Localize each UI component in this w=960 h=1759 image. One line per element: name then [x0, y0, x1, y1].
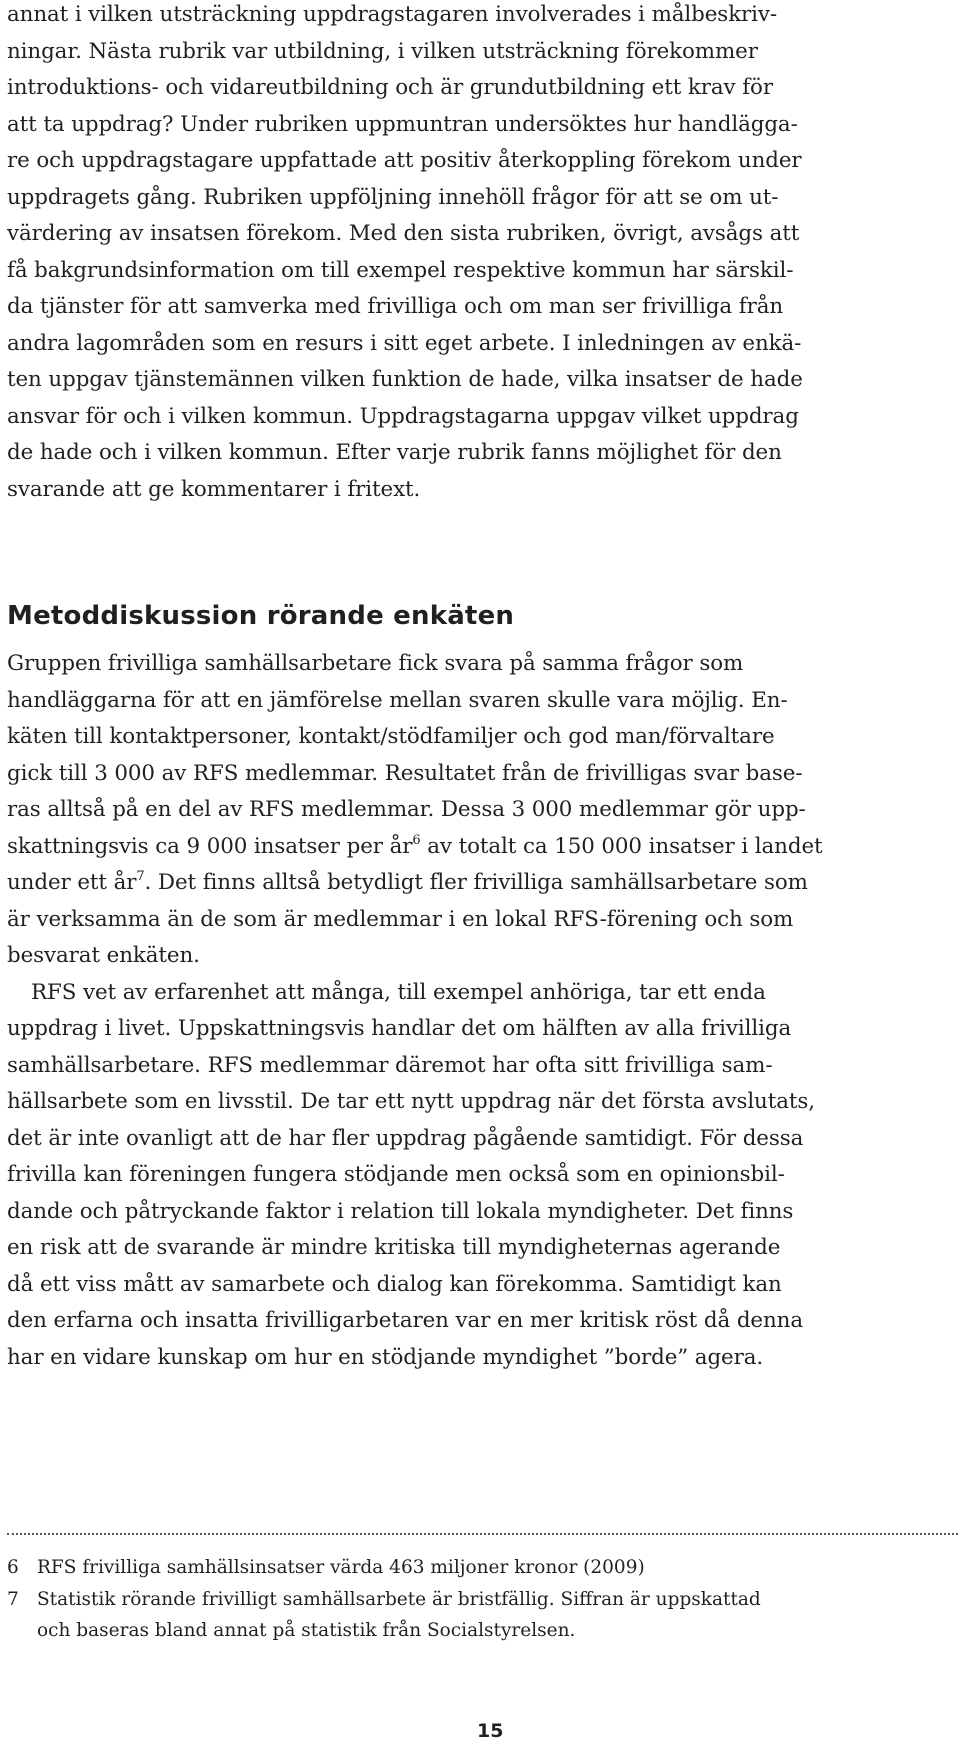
page-number: 15 — [477, 1720, 504, 1742]
footnotes — [7, 1552, 761, 1647]
footnote-ref-6[interactable]: 6 — [412, 832, 421, 848]
text-segment: under ett år — [7, 870, 137, 895]
text-line: annat i vilken utsträckning uppdragstagaren involverades i målbeskriv- — [7, 2, 778, 27]
text-line: en risk att de svarande är mindre kritiska till myndigheternas agerande — [7, 1235, 781, 1260]
footnote-text: Statistik rörande frivilligt samhällsarbete är bristfällig. Siffran är uppskattad — [37, 1588, 761, 1610]
intro-paragraph — [7, 0, 803, 508]
footnote-6 — [7, 1552, 761, 1584]
text-line: de hade och i vilken kommun. Efter varje rubrik fanns möjlighet för den — [7, 440, 782, 465]
text-line: ningar. Nästa rubrik var utbildning, i vilken utsträckning förekommer — [7, 38, 758, 64]
text-line: re och uppdragstagare uppfattade att positiv återkoppling förekom under — [7, 148, 802, 173]
text-line: uppdragets gång. Rubriken uppföljning innehöll frågor för att se om ut- — [7, 184, 779, 210]
text-line-with-note — [7, 829, 823, 866]
text-line: frivilla kan föreningen fungera stödjande men också som en opinionsbil- — [7, 1162, 785, 1187]
text-line: ras alltså på en del av RFS medlemmar. Dessa 3 000 medlemmar gör upp- — [7, 797, 806, 822]
text-line: är verksamma än de som är medlemmar i en lokal RFS-förening och som — [7, 906, 794, 932]
text-line: gick till 3 000 av RFS medlemmar. Resultatet från de frivilligas svar base- — [7, 760, 803, 786]
text-line-with-note — [7, 865, 823, 902]
text-line: har en vidare kunskap om hur en stödjande myndighet ”borde” agera. — [7, 1344, 764, 1370]
text-line: samhällsarbetare. RFS medlemmar däremot har ofta sitt frivilliga sam- — [7, 1052, 773, 1078]
text-segment: av totalt ca 150 000 insatser i landet — [420, 833, 823, 859]
text-line: besvarat enkäten. — [7, 943, 200, 968]
text-line: svarande att ge kommentarer i fritext. — [7, 476, 421, 502]
text-line: RFS vet av erfarenhet att många, till exempel anhöriga, tar ett enda — [31, 979, 766, 1005]
text-line: den erfarna och insatta frivilligarbetaren var en mer kritisk röst då denna — [7, 1308, 803, 1333]
footnote-number: 7 — [7, 1588, 19, 1610]
text-line: få bakgrundsinformation om till exempel respektive kommun har särskil- — [7, 257, 794, 283]
footnote-divider — [7, 1533, 958, 1535]
text-line: ten uppgav tjänstemännen vilken funktion de hade, vilka insatser de hade — [7, 367, 803, 392]
text-line: värdering av insatsen förekom. Med den sista rubriken, övrigt, avsågs att — [7, 221, 800, 246]
text-line: uppdrag i livet. Uppskattningsvis handlar det om hälften av alla frivilliga — [7, 1016, 792, 1041]
text-line: introduktions- och vidareutbildning och är grundutbildning ett krav för — [7, 75, 773, 100]
footnote-text: RFS frivilliga samhällsinsatser värda 463 miljoner kronor (2009) — [37, 1557, 645, 1578]
footnote-7-continued — [7, 1615, 761, 1647]
text-line: handläggarna för att en jämförelse mellan svaren skulle vara möjlig. En- — [7, 687, 788, 713]
footnote-number: 6 — [7, 1557, 19, 1578]
text-line: att ta uppdrag? Under rubriken uppmuntran undersöktes hur handlägga- — [7, 111, 798, 137]
text-line: hällsarbete som en livsstil. De tar ett nytt uppdrag när det första avslutats, — [7, 1089, 815, 1114]
text-segment: . Det finns alltså betydligt fler frivilliga samhällsarbetare som — [144, 870, 808, 895]
footnote-7 — [7, 1584, 761, 1616]
footnote-text: och baseras bland annat på statistik från Socialstyrelsen. — [37, 1620, 576, 1641]
text-line: käten till kontaktpersoner, kontakt/stödfamiljer och god man/förvaltare — [7, 724, 775, 749]
text-line: det är inte ovanligt att de har fler uppdrag pågående samtidigt. För dessa — [7, 1125, 804, 1151]
text-line: Gruppen frivilliga samhällsarbetare fick svara på samma frågor som — [7, 651, 744, 676]
text-line: ansvar för och i vilken kommun. Uppdragstagarna uppgav vilket uppdrag — [7, 403, 799, 429]
footnote-ref-7[interactable]: 7 — [136, 869, 145, 884]
section-heading: Metoddiskussion rörande enkäten — [7, 601, 515, 631]
section-body — [7, 646, 823, 1376]
text-line: da tjänster för att samverka med frivilliga och om man ser frivilliga från — [7, 294, 784, 319]
text-line: då ett viss mått av samarbete och dialog kan förekomma. Samtidigt kan — [7, 1271, 782, 1297]
text-line: dande och påtryckande faktor i relation till lokala myndigheter. Det finns — [7, 1198, 794, 1224]
text-segment: skattningsvis ca 9 000 insatser per år — [7, 833, 413, 859]
text-line: andra lagområden som en resurs i sitt eget arbete. I inledningen av enkä- — [7, 330, 802, 356]
